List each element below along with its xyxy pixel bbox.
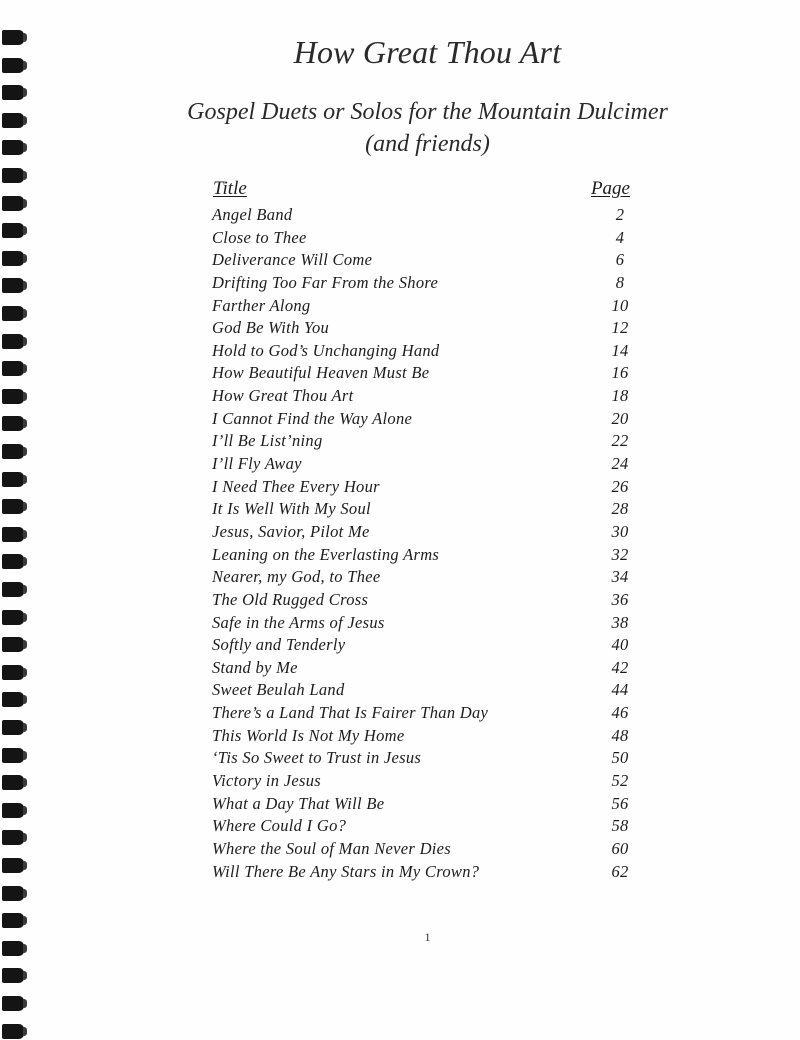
toc-entry-page: 42 <box>611 657 629 677</box>
binding-coil <box>2 913 24 928</box>
toc-entry <box>212 498 632 521</box>
toc-header-page: Page <box>590 178 630 199</box>
toc-entry-title: This World Is Not My Home <box>212 725 405 745</box>
toc-entry-page: 58 <box>611 816 629 836</box>
toc-entry <box>212 295 632 318</box>
document-title: How Great Thou Art <box>293 34 562 70</box>
toc-entry-title: Angel Band <box>212 205 293 224</box>
toc-entry <box>212 408 632 431</box>
toc-entry-page: 32 <box>611 544 629 564</box>
toc-entry-title: I’ll Be List’ning <box>212 431 323 451</box>
binding-coil <box>2 472 24 487</box>
toc-entry-title: Victory in Jesus <box>212 771 321 791</box>
toc-entry-page: 30 <box>611 521 629 541</box>
toc-entry-title: The Old Rugged Cross <box>212 589 369 609</box>
toc-entry <box>212 272 632 295</box>
toc-entry-title: Close to Thee <box>212 227 307 247</box>
toc-entry <box>212 249 632 272</box>
toc-entry-title: Softly and Tenderly <box>212 635 346 655</box>
toc-entry <box>212 861 632 884</box>
toc-entry-title: How Beautiful Heaven Must Be <box>212 363 430 383</box>
toc-entry-page: 36 <box>611 589 629 609</box>
binding-coil <box>2 278 24 293</box>
toc-entry <box>212 430 632 453</box>
binding-coil <box>2 168 24 183</box>
toc-entry-page: 16 <box>611 363 629 383</box>
toc-entry-title: Leaning on the Everlasting Arms <box>212 544 440 564</box>
toc-entry-page: 60 <box>611 838 629 858</box>
toc-entry-page: 34 <box>611 567 629 587</box>
toc-entry-page: 40 <box>611 635 629 655</box>
binding-coil <box>2 968 24 983</box>
page-number: 1 <box>424 930 431 944</box>
binding-coil <box>2 775 24 790</box>
binding-coil <box>2 499 24 514</box>
binding-coil <box>2 444 24 459</box>
toc-entry-page: 56 <box>611 793 629 813</box>
toc-entry-page: 26 <box>611 476 629 496</box>
toc-entry-title: Hold to God’s Unchanging Hand <box>212 340 440 360</box>
binding-coil <box>2 389 24 404</box>
toc-entry-page: 62 <box>611 861 629 881</box>
binding-coil <box>2 996 24 1011</box>
binding-coil <box>2 803 24 818</box>
toc-entry-page: 28 <box>611 499 629 519</box>
toc-entry <box>212 702 632 725</box>
binding-coil <box>2 1024 24 1039</box>
toc-entry-title: Where the Soul of Man Never Dies <box>212 838 452 858</box>
toc-entry-title: It Is Well With My Soul <box>212 499 371 519</box>
subtitle-line-2: (and friends) <box>365 131 490 157</box>
binding-coil <box>2 251 24 266</box>
binding-coil <box>2 582 24 597</box>
toc-entry <box>212 838 632 861</box>
table-of-contents <box>212 204 632 883</box>
subtitle-line-1: Gospel Duets or Solos for the Mountain Dulcimer <box>187 99 668 125</box>
toc-entry <box>212 770 632 793</box>
toc-header <box>212 178 632 204</box>
toc-entry-title: I’ll Fly Away <box>212 454 302 474</box>
toc-entry-title: Stand by Me <box>212 657 298 677</box>
toc-entry-title: There’s a Land That Is Fairer Than Day <box>212 703 489 723</box>
toc-entry-page: 46 <box>611 703 629 723</box>
toc-entry-title: ‘Tis So Sweet to Trust in Jesus <box>212 748 422 768</box>
toc-entry <box>212 385 632 408</box>
binding-coil <box>2 334 24 349</box>
binding-coil <box>2 527 24 542</box>
toc-entry-page: 2 <box>615 205 625 224</box>
toc-entry-title: Nearer, my God, to Thee <box>212 567 381 587</box>
toc-entry-page: 10 <box>611 295 629 315</box>
binding-coil <box>2 223 24 238</box>
toc-entry <box>212 679 632 702</box>
toc-entry <box>212 815 632 838</box>
document-subtitle <box>0 96 800 160</box>
toc-entry-title: Where Could I Go? <box>212 816 347 836</box>
toc-entry <box>212 544 632 567</box>
binding-coil <box>2 306 24 321</box>
binding-coil <box>2 886 24 901</box>
binding-coil <box>2 665 24 680</box>
binding-coil <box>2 196 24 211</box>
toc-entry <box>212 793 632 816</box>
toc-entry-title: I Need Thee Every Hour <box>212 476 380 496</box>
toc-entry-page: 12 <box>611 318 629 338</box>
toc-entry-title: What a Day That Will Be <box>212 793 385 813</box>
toc-entry-page: 20 <box>611 408 629 428</box>
toc-entry-page: 48 <box>611 725 629 745</box>
toc-entry <box>212 204 632 227</box>
toc-entry-title: Safe in the Arms of Jesus <box>212 612 385 632</box>
binding-coil <box>2 830 24 845</box>
toc-entry <box>212 521 632 544</box>
toc-entry <box>212 227 632 250</box>
binding-coil <box>2 361 24 376</box>
toc-entry <box>212 476 632 499</box>
toc-entry-title: Deliverance Will Come <box>212 250 373 270</box>
binding-coil <box>2 748 24 763</box>
toc-entry-page: 38 <box>611 612 629 632</box>
toc-entry-page: 50 <box>611 748 629 768</box>
toc-header-title: Title <box>213 178 247 199</box>
binding-coil <box>2 554 24 569</box>
binding-coil <box>2 610 24 625</box>
toc-entry-page: 6 <box>615 250 625 270</box>
toc-entry <box>212 747 632 770</box>
toc-entry-page: 44 <box>611 680 629 700</box>
toc-entry-page: 14 <box>611 340 629 360</box>
toc-entry <box>212 453 632 476</box>
toc-entry-title: How Great Thou Art <box>212 386 354 406</box>
toc-entry-page: 18 <box>611 386 629 406</box>
toc-entry <box>212 362 632 385</box>
toc-entry <box>212 317 632 340</box>
binding-coil <box>2 416 24 431</box>
toc-entry-page: 52 <box>611 771 629 791</box>
toc-entry <box>212 340 632 363</box>
toc-entry-title: I Cannot Find the Way Alone <box>212 408 413 428</box>
toc-entry-page: 24 <box>611 454 629 474</box>
toc-entry <box>212 566 632 589</box>
toc-entry-title: Sweet Beulah Land <box>212 680 345 700</box>
toc-entry <box>212 634 632 657</box>
binding-coil <box>2 637 24 652</box>
toc-entry-title: Farther Along <box>212 295 311 315</box>
binding-coil <box>2 720 24 735</box>
toc-entry <box>212 612 632 635</box>
toc-entry-title: Will There Be Any Stars in My Crown? <box>212 861 480 881</box>
toc-entry-page: 4 <box>615 227 625 247</box>
binding-coil <box>2 858 24 873</box>
toc-entry <box>212 589 632 612</box>
toc-entry-title: God Be With You <box>212 318 330 338</box>
toc-entry-page: 8 <box>615 272 625 292</box>
toc-entry <box>212 725 632 748</box>
toc-entry <box>212 657 632 680</box>
toc-entry-title: Drifting Too Far From the Shore <box>212 272 439 292</box>
toc-entry-title: Jesus, Savior, Pilot Me <box>212 521 370 541</box>
binding-coil <box>2 692 24 707</box>
toc-entry-page: 22 <box>611 431 629 451</box>
